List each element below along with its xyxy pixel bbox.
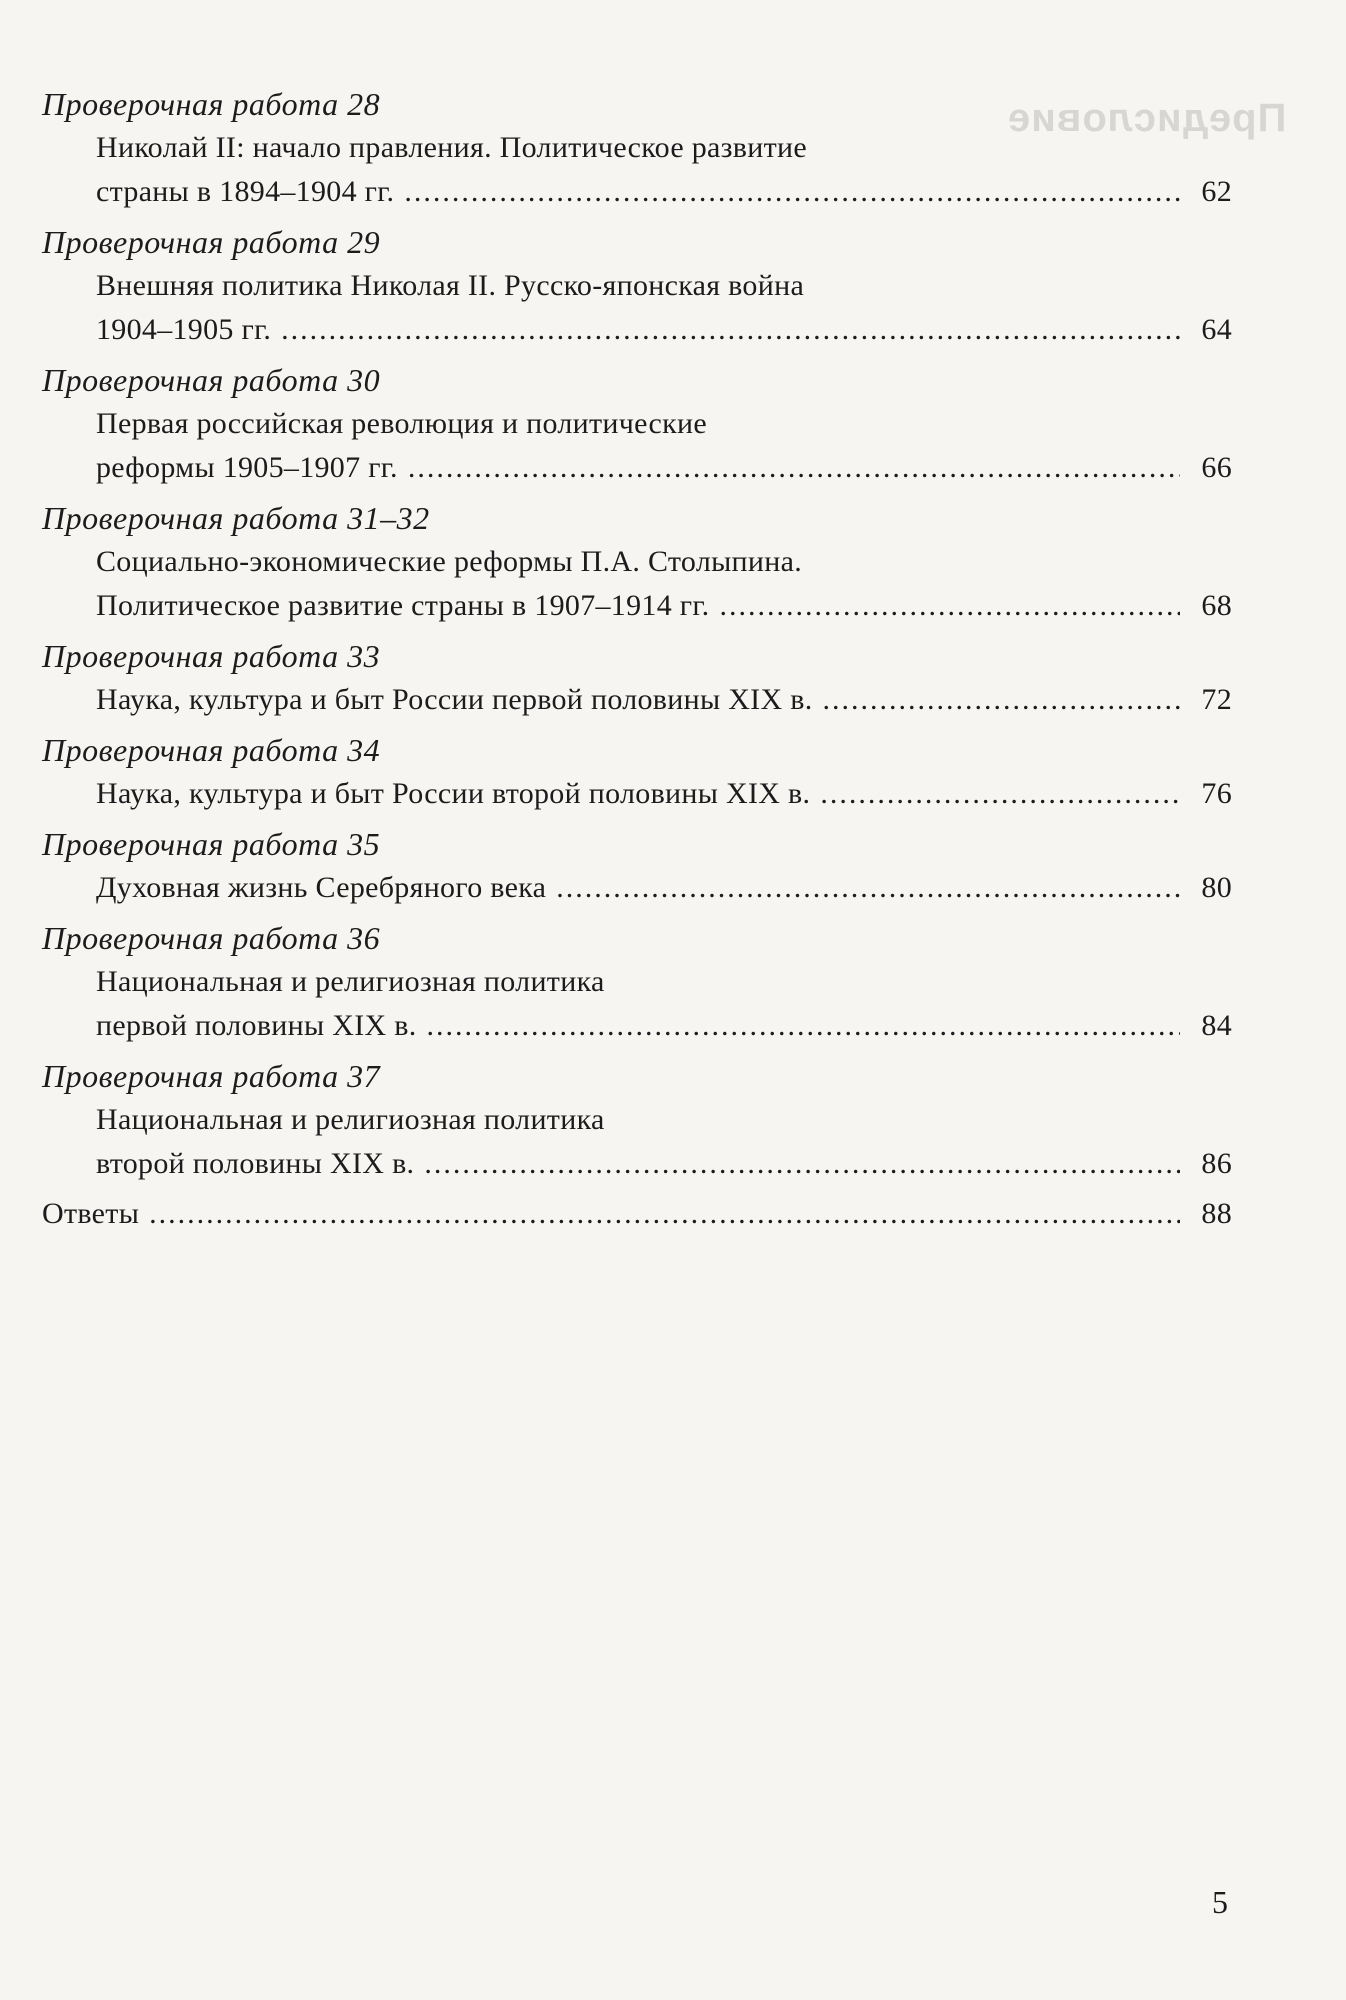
entry-line (42, 446, 1232, 490)
answers-label: Ответы (42, 1197, 140, 1230)
entry-line (42, 772, 1232, 816)
work-title: Проверочная работа 28 (42, 86, 381, 122)
entry-text: 1904–1905 гг. (96, 313, 272, 346)
toc-entry (42, 82, 1232, 214)
dot-leader (823, 678, 1180, 722)
entry-text: Духовная жизнь Серебряного века (96, 871, 547, 904)
work-title: Проверочная работа 34 (42, 732, 381, 768)
bleed-through-heading: Предисловие (1006, 96, 1286, 140)
dot-leader (281, 308, 1180, 352)
table-of-contents (42, 82, 1232, 1236)
entry-line: Первая российская революция и политические (96, 407, 707, 440)
page-ref: 64 (1201, 313, 1232, 346)
work-title: Проверочная работа 36 (42, 920, 381, 956)
dot-leader (408, 446, 1180, 490)
toc-entry (42, 728, 1232, 816)
entry-line: Национальная и религиозная политика (96, 965, 605, 998)
toc-entry (42, 916, 1232, 1048)
page-ref: 86 (1201, 1147, 1232, 1180)
entry-line (42, 584, 1232, 628)
work-title: Проверочная работа 35 (42, 826, 381, 862)
dot-leader (820, 772, 1180, 816)
entry-line (42, 678, 1232, 722)
toc-entry (42, 1054, 1232, 1186)
entry-text: Наука, культура и быт России второй половины XIX в. (96, 777, 811, 810)
work-title: Проверочная работа 31–32 (42, 500, 430, 536)
dot-leader (149, 1192, 1180, 1236)
dot-leader (424, 1142, 1180, 1186)
dot-leader (556, 866, 1180, 910)
toc-entry (42, 496, 1232, 628)
toc-entry (42, 822, 1232, 910)
page-ref: 72 (1201, 683, 1232, 716)
entry-text: реформы 1905–1907 гг. (96, 451, 398, 484)
entry-text: Политическое развитие страны в 1907–1914 гг. (96, 589, 710, 622)
page-ref: 76 (1201, 777, 1232, 810)
entry-text: второй половины XIX в. (96, 1147, 415, 1180)
page-ref: 66 (1201, 451, 1232, 484)
work-title: Проверочная работа 30 (42, 362, 381, 398)
dot-leader (719, 584, 1180, 628)
dot-leader (427, 1004, 1180, 1048)
entry-line: Национальная и религиозная политика (96, 1103, 605, 1136)
page-ref: 62 (1201, 175, 1232, 208)
toc-entry (42, 220, 1232, 352)
toc-entry (42, 634, 1232, 722)
entry-line (42, 308, 1232, 352)
entry-text: Наука, культура и быт России первой половины XIX в. (96, 683, 813, 716)
dot-leader (404, 170, 1180, 214)
entry-line (42, 1142, 1232, 1186)
entry-text: страны в 1894–1904 гг. (96, 175, 395, 208)
entry-line: Внешняя политика Николая II. Русско-японская война (96, 269, 805, 302)
entry-text: первой половины XIX в. (96, 1009, 417, 1042)
page-ref: 88 (1201, 1197, 1232, 1230)
toc-entry (42, 358, 1232, 490)
work-title: Проверочная работа 29 (42, 224, 381, 260)
page-number: 5 (1212, 1884, 1228, 1920)
entry-line (42, 170, 1232, 214)
entry-line: Социально-экономические реформы П.А. Столыпина. (96, 545, 803, 578)
toc-answers-entry (42, 1192, 1232, 1236)
work-title: Проверочная работа 33 (42, 638, 381, 674)
work-title: Проверочная работа 37 (42, 1058, 381, 1094)
page-ref: 68 (1201, 589, 1232, 622)
page-ref: 84 (1201, 1009, 1232, 1042)
entry-line (42, 866, 1232, 910)
entry-line (42, 1004, 1232, 1048)
page-ref: 80 (1201, 871, 1232, 904)
entry-line: Николай II: начало правления. Политическое развитие (96, 131, 807, 164)
